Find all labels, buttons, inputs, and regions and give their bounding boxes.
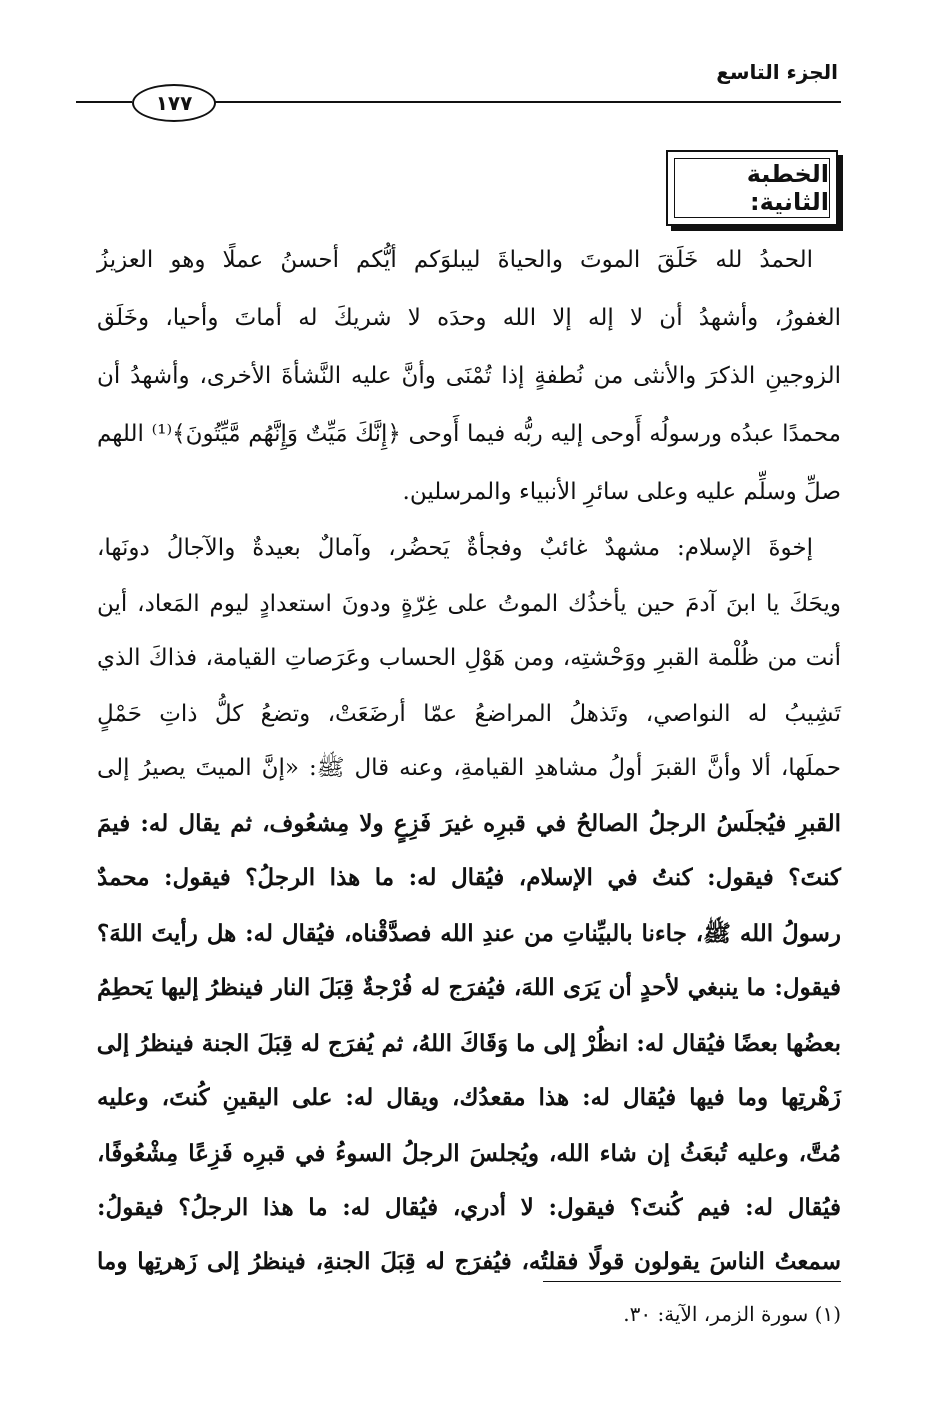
hadith-text-line: بعضُها بعضًا فيُقال له: انظُرْ إلى ما وَقَاكَ اللهُ، ثم يُفرَج له قِبَلَ الجنة فينظرُ إلى xyxy=(96,1030,841,1057)
body-text-line: الغفورُ، وأشهدُ أن لا إله إلا الله وحدَه لا شريكَ له أماتَ وأحيا، وخَلَق xyxy=(97,305,841,331)
page-number: ١٧٧ xyxy=(132,84,216,122)
body-text-line: أنت من ظُلْمة القبرِ ووَحْشتِه، ومن هَوْلِ الحساب وعَرَصاتِ القيامة، فذاكَ الذي xyxy=(97,645,841,671)
body-text-line: إخوةَ الإسلام: مشهدٌ غائبٌ وفجأةٌ يَحضُر، وآمالٌ بعيدةٌ والآجالُ دونَها، xyxy=(97,535,813,561)
hadith-text-line: فيُقال له: فيم كُنتَ؟ فيقول: لا أدري، فيُقال له: ما هذا الرجلُ؟ فيقولُ: xyxy=(97,1194,841,1221)
hadith-text-line: كنتَ؟ فيقول: كنتُ في الإسلام، فيُقال له: ما هذا الرجلُ؟ فيقول: محمدٌ xyxy=(97,864,841,891)
body-text-line: محمدًا عبدُه ورسولُه أَوحى إليه ربُّه فيما أَوحى ﴿إِنَّكَ مَيِّتٌ وَإِنَّهُم مَّيِّتُونَ﴾⁽¹⁾ اللهم xyxy=(97,421,841,447)
header-rule xyxy=(76,101,132,103)
running-header: الجزء التاسع xyxy=(716,60,838,84)
body-text-line: ويحَكَ يا ابنَ آدمَ حين يأخذُك الموتُ على غِرّةٍ ودونَ استعدادٍ ليوم المَعاد، أين xyxy=(97,591,841,617)
body-text-line: تَشِيبُ له النواصي، وتَذهلُ المراضعُ عمّا أرضَعَتْ، وتضعُ كلُّ ذاتِ حَمْلٍ xyxy=(97,701,841,727)
footnote-separator xyxy=(543,1281,841,1282)
hadith-text-line: فيقول: ما ينبغي لأحدٍ أن يَرَى اللهَ، فيُفرَج له فُرْجةٌ قِبَلَ النار فينظرُ إليها يَحطِمُ xyxy=(97,974,841,1001)
section-title: الخطبة الثانية: xyxy=(674,158,830,218)
hadith-text-line: زَهْرتِها وما فيها فيُقال له: هذا مقعدُك، ويقال له: على اليقينِ كُنتَ، وعليه xyxy=(97,1084,841,1111)
header-rule xyxy=(212,101,841,103)
hadith-text-line: سمعتُ الناسَ يقولون قولًا فقلتُه، فيُفرَج له قِبَلَ الجنةِ، فينظرُ إلى زَهرتِها وما xyxy=(97,1248,841,1275)
body-text-line: صلِّ وسلِّم عليه وعلى سائرِ الأنبياء والمرسلين. xyxy=(402,479,841,505)
body-text-line: الزوجينِ الذكرَ والأنثى من نُطفةٍ إذا تُمْنَى وأنَّ عليه النَّشأةَ الأخرى، وأشهدُ أن xyxy=(97,363,841,389)
section-title-box xyxy=(666,150,838,226)
footnote: (١) سورة الزمر، الآية: ٣٠. xyxy=(623,1302,841,1326)
hadith-text-line: القبرِ فيُجلَسُ الرجلُ الصالحُ في قبرِه غيرَ فَزِعٍ ولا مِشعُوف، ثم يقال له: فيمَ xyxy=(97,810,841,837)
body-text-line: حملَها، ألا وأنَّ القبرَ أولُ مشاهدِ القيامةِ، وعنه قال ﷺ: «إنَّ الميتَ يصيرُ إلى xyxy=(97,755,841,781)
hadith-text-line: رسولُ الله ﷺ، جاءنا بالبيِّناتِ من عندِ الله فصدَّقْناه، فيُقال له: هل رأيتَ اللهَ؟ xyxy=(97,920,841,947)
hadith-text-line: مُتَّ، وعليه تُبعَثُ إن شاء الله، ويُجلسَ الرجلُ السوءُ في قبرِه فَزِعًا مِشْعُوفًا، xyxy=(97,1140,841,1167)
body-text-line: الحمدُ لله خَلَقَ الموتَ والحياةَ ليبلوَكم أيُّكم أحسنُ عملًا وهو العزيزُ xyxy=(97,247,813,273)
